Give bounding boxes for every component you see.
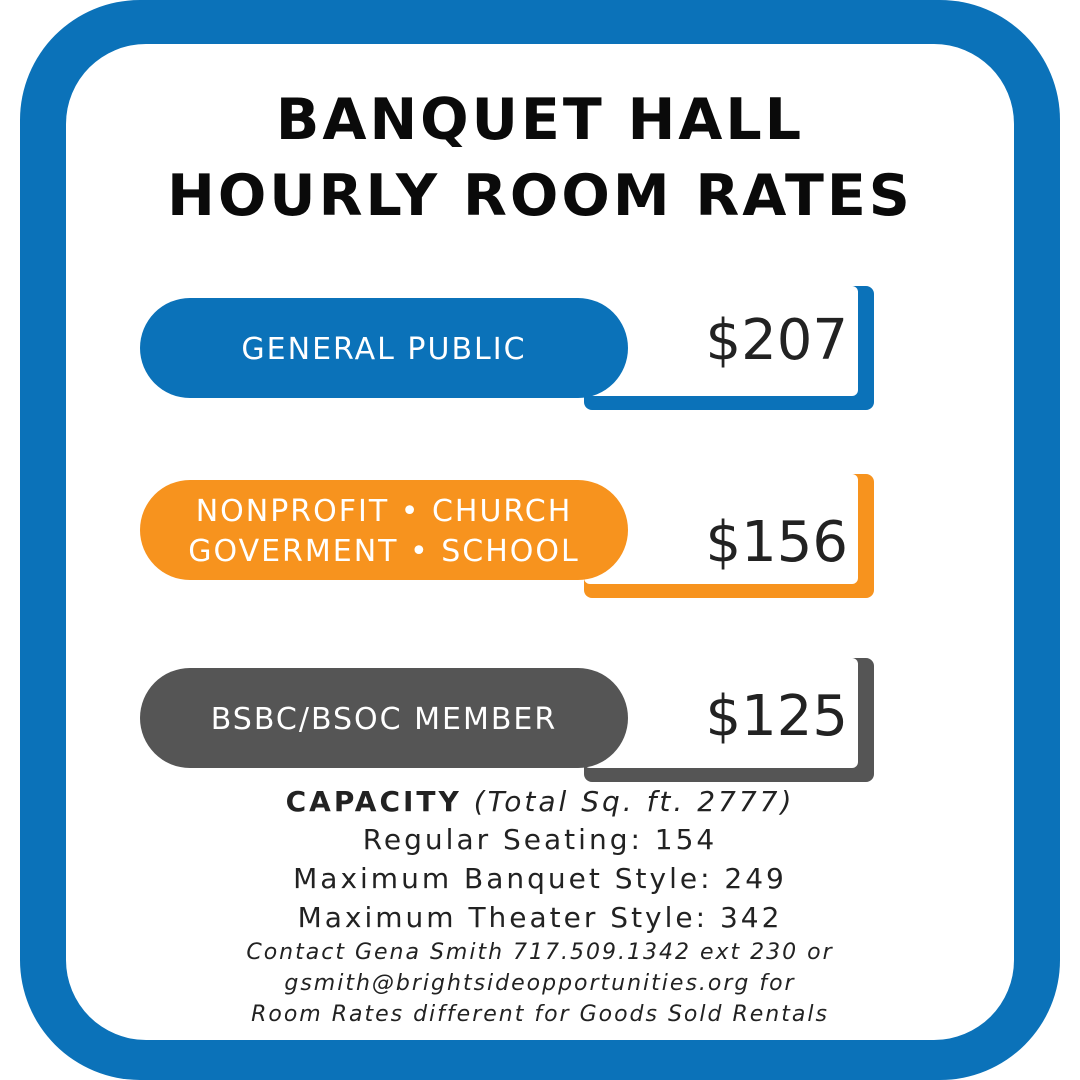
rate-label-nonprofit-line-2: GOVERMENT • SCHOOL — [188, 534, 580, 569]
page-title-line-2: HOURLY ROOM RATES — [167, 163, 913, 229]
rate-label-pill — [140, 668, 628, 768]
price-general-public: $207 — [705, 308, 848, 373]
price-nonprofit: $156 — [705, 510, 848, 575]
rate-label-member: BSBC/BSOC MEMBER — [210, 702, 558, 737]
contact-email-line: gsmith@brightsideopportunities.org for — [284, 971, 796, 996]
capacity-label: CAPACITY — [285, 785, 462, 818]
rate-label-pill — [140, 480, 628, 580]
capacity-heading — [0, 785, 1080, 818]
rate-label-general-public: GENERAL PUBLIC — [241, 332, 527, 367]
price-member: $125 — [705, 684, 848, 749]
contact-line-3: Room Rates different for Goods Sold Rentals — [251, 1002, 829, 1027]
capacity-theater-style: Maximum Theater Style: 342 — [297, 901, 783, 934]
contact-line-1: Contact Gena Smith 717.509.1342 ext 230 or — [246, 940, 834, 965]
rate-label-pill — [140, 298, 628, 398]
page-title-line-1: BANQUET HALL — [275, 87, 805, 153]
capacity-banquet-style: Maximum Banquet Style: 249 — [293, 862, 787, 895]
rate-label-nonprofit-line-1: NONPROFIT • CHURCH — [195, 494, 573, 529]
capacity-regular-seating: Regular Seating: 154 — [362, 823, 718, 856]
capacity-sq-ft: (Total Sq. ft. 2777) — [473, 785, 795, 818]
